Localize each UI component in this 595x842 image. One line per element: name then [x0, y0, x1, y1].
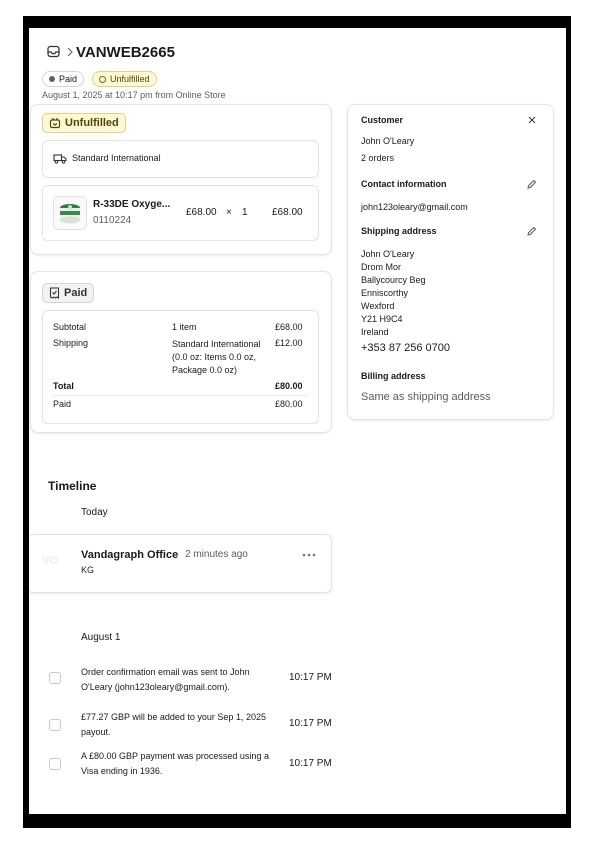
shipping-method-box	[42, 140, 319, 178]
timeline-event-checkbox[interactable]	[49, 719, 61, 731]
address-line: Drom Mor	[361, 262, 401, 272]
billing-address-value: Same as shipping address	[361, 391, 491, 403]
timeline-event-text: A £80.00 GBP payment was processed using a Visa ending in 1936.	[81, 751, 269, 776]
address-line: John O'Leary	[361, 249, 415, 259]
product-price: £68.00	[186, 207, 217, 218]
badge-label: Unfulfilled	[110, 74, 150, 84]
pencil-icon[interactable]	[526, 179, 537, 190]
order-page	[29, 28, 566, 814]
timeline-event-time: 10:17 PM	[289, 718, 332, 729]
address-line: Enniscorthy	[361, 288, 409, 298]
fulfillment-status-badge	[42, 113, 126, 133]
more-horizontal-icon[interactable]	[302, 553, 316, 557]
line-item-box	[42, 185, 319, 241]
truck-icon	[53, 153, 67, 164]
total-label: Total	[53, 381, 74, 391]
shipping-address-heading: Shipping address	[361, 226, 437, 236]
fulfillment-status-label: Unfulfilled	[65, 117, 119, 129]
timeline-comment-card	[29, 534, 332, 593]
dot-icon	[49, 76, 55, 82]
timeline-title: Timeline	[48, 479, 97, 493]
comment-author[interactable]: Vandagraph Office	[81, 549, 179, 561]
subtotal-amount: £68.00	[275, 322, 303, 332]
comment-text: KG	[81, 565, 95, 575]
product-times: ×	[226, 207, 232, 218]
timeline-event-checkbox[interactable]	[49, 758, 61, 770]
timeline-event-time: 10:17 PM	[289, 758, 332, 769]
status-badge-paid	[42, 71, 84, 87]
inbox-icon[interactable]	[47, 45, 60, 58]
avatar: VO	[42, 555, 58, 567]
customer-orders[interactable]: 2 orders	[361, 153, 395, 163]
product-sku: 0110224	[93, 215, 132, 226]
timeline-event-text: Order confirmation email was sent to John O'Leary (john123oleary@gmail.com).	[81, 667, 250, 692]
badge-label: Paid	[59, 74, 78, 84]
total-amount: £80.00	[275, 381, 303, 391]
paid-amount: £80.00	[275, 399, 303, 409]
divider	[53, 395, 308, 396]
shipping-label: Shipping	[53, 338, 89, 348]
order-meta: August 1, 2025 at 10:17 pm from Online Store	[42, 90, 226, 100]
timeline-date-label: August 1	[81, 632, 121, 643]
address-line: Y21 H9C4	[361, 314, 403, 324]
close-icon[interactable]	[527, 115, 537, 125]
address-line: Ireland	[361, 327, 389, 337]
customer-card	[347, 104, 554, 420]
shipping-amount: £12.00	[275, 338, 303, 348]
customer-phone[interactable]: +353 87 256 0700	[361, 342, 451, 354]
package-icon	[49, 117, 61, 129]
page-title: VANWEB2665	[76, 44, 175, 61]
status-badge-unfulfilled	[92, 71, 157, 87]
paid-label: Paid	[53, 399, 72, 409]
address-line: Wexford	[361, 301, 395, 311]
timeline-today-label: Today	[81, 507, 108, 518]
timeline-event-checkbox[interactable]	[49, 672, 61, 684]
product-title[interactable]: R-33DE Oxyge...	[93, 199, 171, 210]
subtotal-detail: 1 item	[172, 322, 197, 332]
fulfillment-card	[30, 104, 332, 255]
payment-status-label: Paid	[64, 287, 88, 299]
billing-address-heading: Billing address	[361, 371, 426, 381]
contact-heading: Contact information	[361, 179, 447, 189]
shipping-method-label: Standard International	[72, 153, 161, 163]
timeline-event-text: £77.27 GBP will be added to your Sep 1, 2025 payout.	[81, 712, 266, 737]
chevron-right-icon	[66, 47, 74, 57]
customer-email[interactable]: john123oleary@gmail.com	[361, 202, 468, 212]
pencil-icon[interactable]	[526, 226, 537, 237]
receipt-icon	[49, 287, 60, 299]
product-total: £68.00	[272, 207, 303, 218]
product-thumbnail[interactable]	[53, 196, 87, 230]
customer-name[interactable]: John O'Leary	[361, 136, 415, 146]
payment-status-badge	[42, 283, 94, 303]
payment-card	[30, 271, 332, 433]
shipping-detail: Standard International (0.0 oz: Items 0.0 oz, Package 0.0 oz)	[172, 339, 261, 375]
timeline-event-time: 10:17 PM	[289, 672, 332, 683]
subtotal-label: Subtotal	[53, 322, 87, 332]
ring-icon	[99, 76, 106, 83]
comment-time: 2 minutes ago	[185, 549, 248, 560]
customer-heading: Customer	[361, 115, 404, 125]
address-line: Ballycourcy Beg	[361, 275, 426, 285]
payment-summary-box	[42, 310, 319, 424]
product-quantity: 1	[242, 207, 248, 218]
